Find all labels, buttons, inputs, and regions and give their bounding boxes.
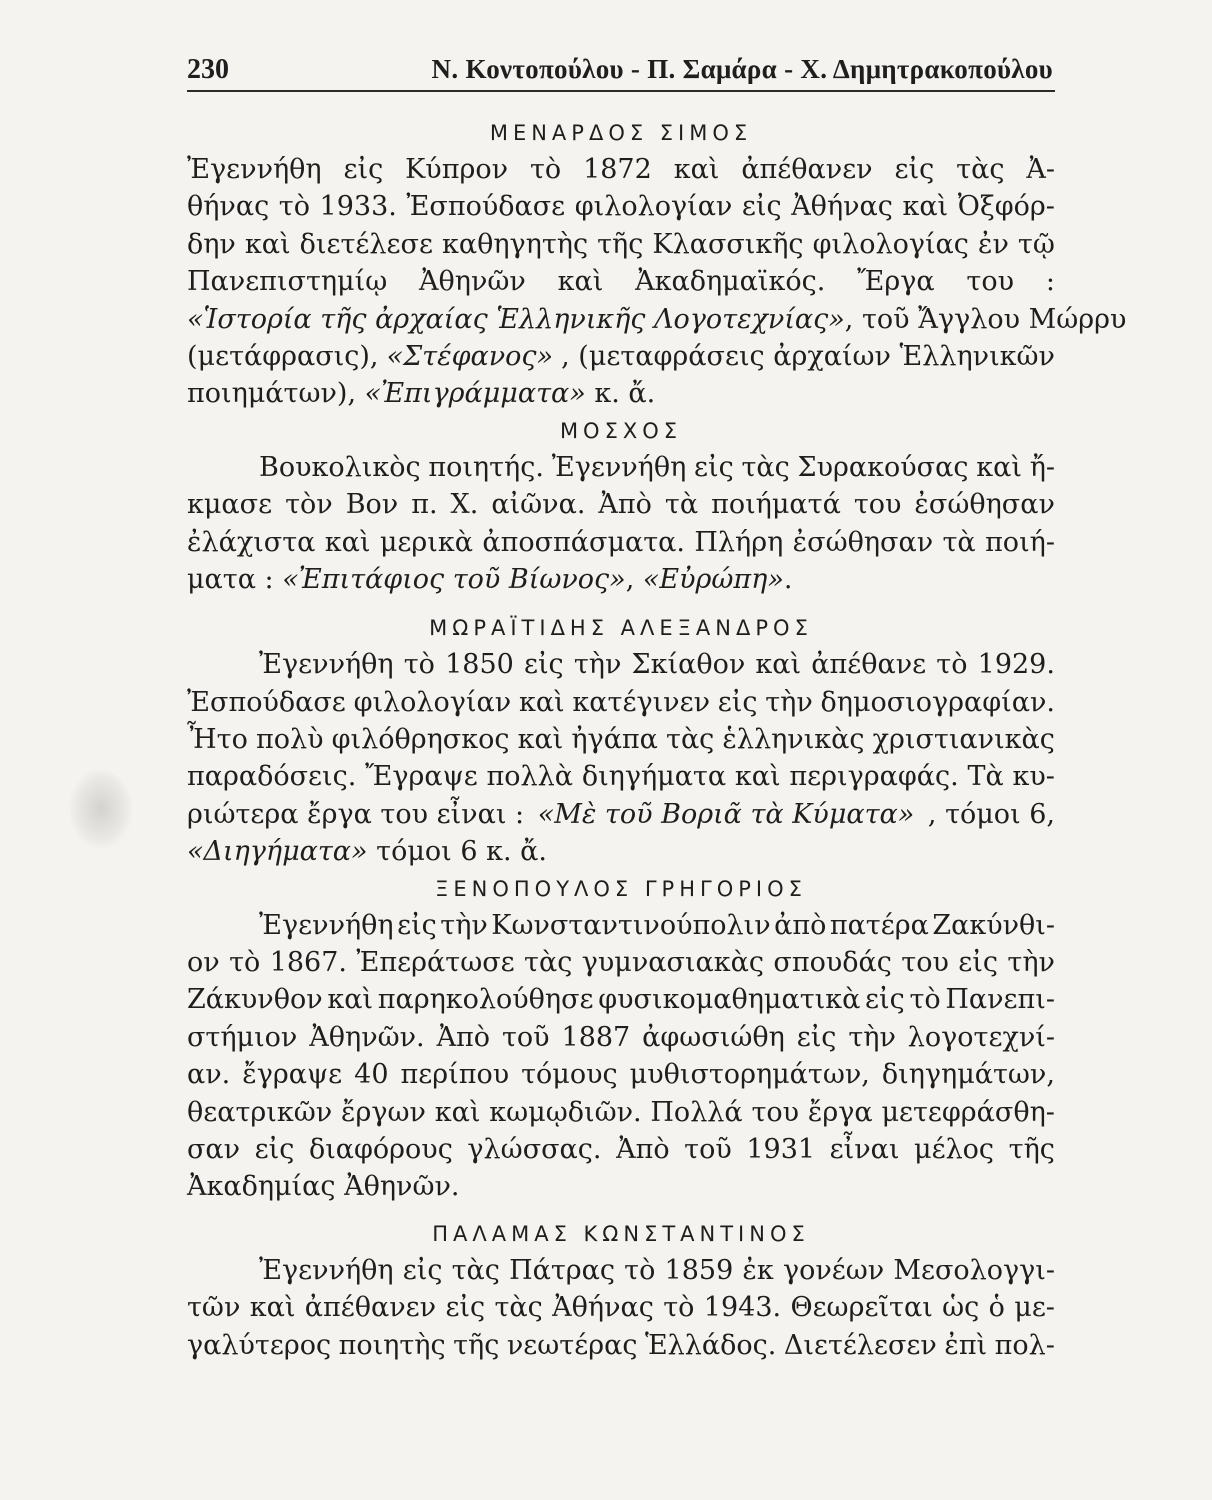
text-segment: , τόμοι 6, — [927, 798, 1055, 830]
word: εἰς — [894, 154, 935, 185]
word: π. — [411, 489, 438, 521]
word: 1872 — [583, 154, 652, 185]
word: εἰς — [523, 649, 564, 681]
word: τῶν — [187, 1292, 241, 1324]
word: Συρακούσας — [797, 451, 969, 483]
word: Πλήρη — [694, 526, 784, 558]
word: του — [966, 266, 1015, 298]
text-segment: , (μεταφράσεις ἀρχαίων Ἑλληνικῶν — [561, 340, 1055, 372]
word: Κύπρον — [405, 154, 509, 185]
word: Ἀ- — [1026, 154, 1055, 185]
text-line — [187, 188, 1055, 225]
text-segment: ριώτερα ἔργα του εἶναι : — [187, 798, 525, 830]
book-title: «Ἐπιγράμματα» — [364, 378, 586, 410]
word: ἐσώθησαν — [792, 526, 934, 558]
word: Ἔγραψε — [365, 761, 478, 793]
word: ἐσώθησαν — [914, 489, 1055, 521]
word: Ἀθήνας — [552, 1292, 654, 1324]
word: πολλὰ — [486, 761, 574, 793]
word: τὰ — [664, 489, 699, 521]
word: εἰς — [445, 1292, 486, 1324]
word: του — [853, 489, 902, 521]
text-segment: (μετάφρασις), — [187, 340, 379, 372]
word: καὶ — [755, 649, 802, 681]
word: τὸ — [278, 191, 310, 223]
word: Ἀθηνῶν. — [309, 1021, 425, 1053]
word: Μεσολογγι- — [893, 1254, 1055, 1286]
word: ὡς — [942, 1292, 980, 1324]
word: Ἔργα — [857, 266, 935, 298]
entry-xenopoulos — [187, 871, 1055, 1206]
word: εἰς — [254, 1133, 295, 1165]
text-line — [187, 263, 1055, 300]
word: Ἑλλάδος. — [644, 1329, 777, 1361]
word: παρηκολούθησε — [377, 984, 594, 1016]
word: Βον — [345, 489, 399, 521]
word: τὰς — [956, 154, 1005, 185]
word: φιλολογίας — [812, 228, 969, 260]
word: τὴν — [440, 909, 488, 941]
word: Πανεπι- — [945, 984, 1055, 1016]
word: τὰς — [741, 451, 790, 483]
text-line — [187, 1252, 1055, 1289]
word: εἶναι — [829, 1133, 900, 1165]
word: τὸ — [403, 649, 435, 681]
word: γυμνασιακὰς — [581, 947, 764, 979]
word: ἀπέθανεν — [741, 154, 873, 185]
word: καὶ — [557, 266, 604, 298]
word: ἀφωσιώθη — [642, 1021, 785, 1053]
book-title: «Ἱστορία τῆς ἀρχαίας Ἑλληνικῆς Λογοτεχνίας» — [187, 303, 845, 335]
word: τὰ — [942, 526, 976, 558]
word: παραδόσεις. — [187, 761, 357, 793]
word: Ἀπὸ — [616, 1133, 670, 1165]
text-line — [187, 1056, 1055, 1093]
word: δην — [187, 228, 236, 260]
entry-moschos — [187, 413, 1055, 599]
word: τὸ — [529, 154, 562, 185]
word: ἀπὸ — [774, 909, 827, 941]
text-line — [187, 796, 1055, 833]
word: Ἦτο — [187, 724, 248, 756]
word: διετέλεσε — [299, 228, 433, 260]
word: εἰς — [717, 686, 758, 718]
word: τὸ — [909, 984, 941, 1016]
word: του — [751, 1096, 800, 1128]
word: Ἐγεννήθη — [259, 909, 394, 941]
text-line — [187, 981, 1055, 1018]
word: Κλασσικῆς — [652, 228, 804, 260]
word: νεωτέρας — [506, 1329, 638, 1361]
word: καθηγητὴς — [441, 228, 589, 260]
word: τῆς — [453, 1329, 500, 1361]
word: φιλόθρησκος — [331, 724, 510, 756]
word: τῆς — [1008, 1133, 1055, 1165]
word: 1929. — [977, 649, 1055, 681]
book-title: «Μὲ τοῦ Βοριᾶ τὰ Κύματα» — [537, 798, 915, 830]
word: περιγραφάς. — [789, 761, 959, 793]
word: εἰς — [694, 451, 734, 483]
book-title: «Διηγήματα» — [187, 836, 368, 868]
word: ὁ — [988, 1292, 1005, 1324]
word: Ὀξφόρ- — [957, 191, 1055, 223]
word: τὸ — [663, 1292, 695, 1324]
text-line: Ἀκαδημίας Ἀθηνῶν. — [187, 1171, 460, 1203]
word: ον — [187, 947, 220, 979]
word: ἀποσπάσματα. — [482, 526, 685, 558]
word: εἰς — [343, 154, 384, 185]
word: εἰς — [397, 909, 437, 941]
text-line — [187, 721, 1055, 758]
word: τῆς — [597, 228, 644, 260]
word: τὸ — [936, 649, 968, 681]
word: 1867. — [269, 947, 347, 979]
text-line — [187, 301, 1127, 338]
word: εἰς — [402, 1254, 443, 1286]
word: εἰς — [958, 947, 998, 979]
word: διηγημάτων, — [881, 1059, 1055, 1091]
word: : — [1045, 266, 1055, 298]
word: τὴν — [848, 1021, 896, 1053]
word: ποιητὴς — [338, 1329, 446, 1361]
word: αἰῶνα. — [491, 489, 586, 521]
word: ἐν — [977, 228, 1009, 260]
text-line — [187, 375, 1055, 412]
word: σπουδάς — [773, 947, 892, 979]
word: 1859 — [664, 1254, 734, 1286]
word: φιλολογίαν — [353, 686, 512, 718]
word: φυσικομαθηματικὰ — [598, 984, 861, 1016]
word: 1850 — [445, 649, 514, 681]
word: ποιήματά — [711, 489, 841, 521]
text-line — [187, 684, 1055, 721]
text-line — [187, 338, 1055, 375]
word: ἑλληνικὰς — [722, 724, 865, 756]
word: καὶ — [327, 984, 374, 1016]
word: Ἀπὸ — [436, 1021, 491, 1053]
word: μετεφράσθη- — [881, 1096, 1055, 1128]
entry-heading: ΜΩΡΑΪΤΙΔΗΣ ΑΛΕΞΑΝΔΡΟΣ — [429, 616, 813, 641]
word: μέλος — [914, 1133, 995, 1165]
text-segment: κ. ἄ. — [594, 378, 656, 410]
text-segment: τόμοι 6 κ. ἄ. — [376, 836, 547, 868]
word: στήμιον — [187, 1021, 298, 1053]
word: Κωνσταντινούπολιν — [491, 909, 771, 941]
word: πολὺ — [255, 724, 324, 756]
word: καὶ — [518, 686, 565, 718]
entry-heading: ΞΕΝΟΠΟΥΛΟΣ ΓΡΗΓΟΡΙΟΣ — [435, 876, 807, 901]
word: ἠγάπα — [571, 724, 658, 756]
word: καὶ — [976, 451, 1022, 483]
word: τόμους — [521, 1059, 618, 1091]
text-segment: ποιημάτων), — [187, 378, 357, 410]
word: Χ. — [450, 489, 479, 521]
word: χριστιανικὰς — [872, 724, 1055, 756]
word: τὰς — [524, 947, 573, 979]
word: Ζακύνθι- — [932, 909, 1055, 941]
word: Πάτρας — [509, 1254, 616, 1286]
word: Ἐγεννήθη — [187, 154, 322, 185]
word: 1887 — [561, 1021, 631, 1053]
word: διηγήματα — [581, 761, 727, 793]
entry-heading: ΠΑΛΑΜΑΣ ΚΩΝΣΤΑΝΤΙΝΟΣ — [432, 1221, 810, 1246]
text-line — [187, 907, 1055, 944]
word: Ἐγεννήθη — [551, 451, 687, 483]
word: 40 — [354, 1059, 389, 1091]
word: Ἐπεράτωσε — [356, 947, 515, 979]
text-line — [187, 524, 1055, 561]
word: Διετέλεσεν — [783, 1329, 937, 1361]
word: Πανεπιστημίῳ — [187, 266, 388, 298]
word: ἐλάχιστα — [187, 526, 316, 558]
word: Ἀθηνῶν — [419, 266, 526, 298]
word: καὶ — [673, 154, 720, 185]
word: Ἀπὸ — [598, 489, 652, 521]
word: λογοτεχνί- — [907, 1021, 1055, 1053]
word: κμασε — [187, 489, 273, 521]
book-title: «Ἐπιτάφιος τοῦ Βίωνος» — [282, 563, 626, 595]
running-head: Ν. Κοντοπούλου - Π. Σαμάρα - Χ. Δημητρακοπούλου — [431, 54, 1053, 84]
text-line — [187, 833, 1055, 870]
word: εἰς — [741, 191, 782, 223]
text-line — [187, 1131, 1055, 1168]
word: Βουκολικὸς — [259, 451, 421, 483]
word: Ἐγεννήθη — [259, 1254, 394, 1286]
entry-palamas — [187, 1216, 1055, 1364]
word: διαφόρους — [308, 1133, 453, 1165]
word: Ἀθήνας — [791, 191, 893, 223]
word: περίπου — [400, 1059, 510, 1091]
word: τὰς — [451, 1254, 500, 1286]
word: τὸ — [229, 947, 261, 979]
word: καὶ — [434, 1096, 481, 1128]
word: πολ- — [994, 1329, 1055, 1361]
word: Ἐγεννήθη — [259, 649, 394, 681]
word: καὶ — [734, 761, 781, 793]
word: μερικὰ — [379, 526, 473, 558]
word: τὸν — [285, 489, 333, 521]
word: ἤ- — [1029, 451, 1055, 483]
word: κυ- — [1012, 761, 1055, 793]
word: Ἀκαδημαϊκός. — [635, 266, 826, 298]
text-segment: , τοῦ Ἄγγλου Μώρρυ — [844, 303, 1127, 335]
word: τὰς — [666, 724, 715, 756]
word: Ἐσπούδασε — [406, 191, 566, 223]
word: ποιή- — [985, 526, 1055, 558]
word: 1933. — [319, 191, 397, 223]
word: με- — [1014, 1292, 1055, 1324]
entry-moraitidis — [187, 610, 1055, 870]
word: ἀπέθανεν — [304, 1292, 437, 1324]
word: εἰς — [865, 984, 905, 1016]
word: ἐπὶ — [944, 1329, 988, 1361]
page-body — [187, 115, 1127, 1364]
text-line — [187, 758, 1055, 795]
text-line — [187, 226, 1055, 263]
text-line — [187, 486, 1055, 523]
word: θεατρικῶν — [187, 1096, 333, 1128]
word: τὴν — [1007, 947, 1055, 979]
word: καὶ — [244, 228, 291, 260]
text-segment: ματα : — [187, 563, 274, 595]
word: του — [901, 947, 949, 979]
word: κατέγινεν — [572, 686, 710, 718]
word: Σκίαθον — [631, 649, 746, 681]
text-line — [187, 1019, 1055, 1056]
word: σαν — [187, 1133, 241, 1165]
word: εἰς — [796, 1021, 837, 1053]
word: τὴν — [765, 686, 813, 718]
word: τοῦ — [684, 1133, 732, 1165]
word: δημοσιογραφίαν. — [820, 686, 1055, 718]
word: καὶ — [517, 724, 564, 756]
word: τὰς — [494, 1292, 543, 1324]
text-line — [187, 151, 1055, 188]
text-line — [187, 449, 1055, 486]
text-line — [187, 1094, 1055, 1131]
word: τὸ — [624, 1254, 656, 1286]
word: ἔγραψε — [242, 1059, 343, 1091]
entry-heading: ΜΟΣΧΟΣ — [559, 418, 683, 443]
book-title: «Εὐρώπη» — [642, 563, 784, 595]
word: Ἐσπούδασε — [187, 686, 346, 718]
word: καὶ — [249, 1292, 296, 1324]
word: τοῦ — [501, 1021, 550, 1053]
word: 1931 — [746, 1133, 816, 1165]
word: τὴν — [573, 649, 622, 681]
word: γλώσσας. — [467, 1133, 602, 1165]
word: ἀπέθανε — [811, 649, 927, 681]
smudge-mark — [70, 770, 132, 848]
entry-heading: ΜΕΝΑΡΔΟΣ ΣΙΜΟΣ — [489, 121, 753, 145]
page-number: 230 — [187, 54, 229, 85]
book-title: «Στέφανος» — [386, 340, 554, 372]
word: γαλύτερος — [187, 1329, 332, 1361]
word: γονέων — [782, 1254, 885, 1286]
word: Τὰ — [967, 761, 1004, 793]
entry-menardos — [187, 115, 1127, 413]
word: μυθιστορημάτων, — [629, 1059, 870, 1091]
word: αν. — [187, 1059, 231, 1091]
text-line — [187, 1289, 1055, 1326]
text-line — [187, 646, 1055, 683]
word: θήνας — [187, 191, 270, 223]
word: 1943. — [703, 1292, 782, 1324]
page-header — [187, 54, 1055, 92]
word: καὶ — [324, 526, 371, 558]
word: ἐκ — [742, 1254, 774, 1286]
word: ἔργων — [341, 1096, 426, 1128]
word: ἔργα — [807, 1096, 873, 1128]
word: φιλολογίαν — [574, 191, 733, 223]
word: πατέρα — [829, 909, 929, 941]
word: ποιητής. — [428, 451, 544, 483]
word: Πολλά — [650, 1096, 743, 1128]
text-line — [187, 944, 1055, 981]
word: Ζάκυνθον — [187, 984, 323, 1016]
text-line — [187, 1327, 1055, 1364]
word: Θεωρεῖται — [790, 1292, 933, 1324]
word: τῷ — [1017, 228, 1055, 260]
text-line: ματα : «Ἐπιτάφιος τοῦ Βίωνος» , «Εὐρώπη» . — [187, 561, 1055, 598]
word: κωμῳδιῶν. — [489, 1096, 642, 1128]
word: καὶ — [902, 191, 949, 223]
